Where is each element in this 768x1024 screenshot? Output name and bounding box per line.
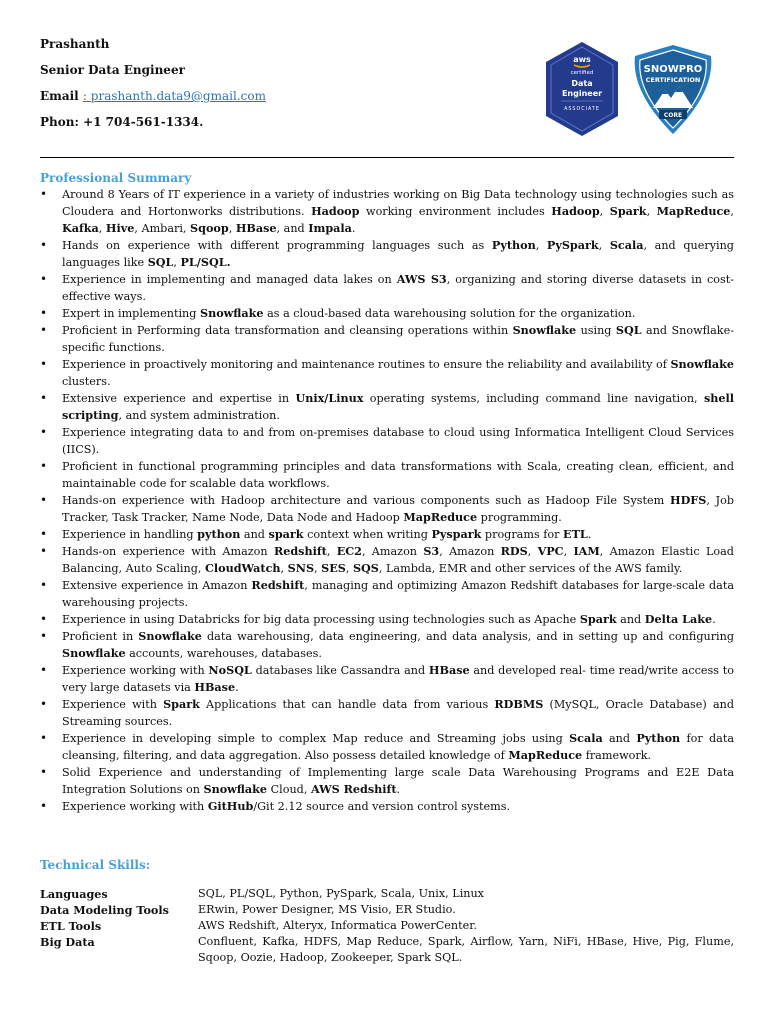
bullet-keyword: SNS xyxy=(287,561,315,575)
bullet-keyword: Snowflake xyxy=(203,782,268,796)
email-label: Email xyxy=(40,89,83,103)
bullet-text: , Amazon xyxy=(361,545,424,558)
bullet-text: . xyxy=(396,783,401,796)
bullet-keyword: PL/SQL. xyxy=(180,255,231,269)
bullet-keyword: Python xyxy=(636,731,681,745)
bullet-keyword: Hive xyxy=(105,221,135,235)
bullet-text: databases like Cassandra and xyxy=(251,664,429,677)
summary-bullet xyxy=(40,543,734,577)
certification-badges xyxy=(543,40,723,140)
bullet-keyword: spark xyxy=(268,527,304,541)
bullet-text: Experience in developing simple to complex Map reduce and Streaming jobs using xyxy=(62,732,570,745)
bullet-text: , xyxy=(326,545,337,558)
bullet-text: . xyxy=(712,613,716,626)
bullet-text: and xyxy=(240,528,269,541)
bullet-text: data warehousing, data engineering, and data analysis, and in setting up and configuring xyxy=(201,630,734,643)
bullet-keyword: HBase xyxy=(235,221,277,235)
aws-logo-text: aws xyxy=(573,55,591,64)
bullet-text: working environment includes xyxy=(359,205,552,218)
summary-bullet xyxy=(40,271,734,305)
summary-bullet xyxy=(40,696,734,730)
bullet-text: . xyxy=(235,681,239,694)
bullet-keyword: Unix/Linux xyxy=(295,391,364,405)
bullet-text: Cloud, xyxy=(267,783,311,796)
bullet-text: Hands on experience with different programming languages such as xyxy=(62,239,492,252)
skill-category: Data Modeling Tools xyxy=(40,903,169,917)
bullet-text: . xyxy=(587,528,592,541)
skill-category: ETL Tools xyxy=(40,919,102,933)
bullet-keyword: MapReduce xyxy=(508,748,583,762)
bullet-text: Hands-on experience with Hadoop architecture and various components such as Hadoop File System xyxy=(62,494,671,507)
bullet-text: , xyxy=(563,545,574,558)
bullet-keyword: HBase xyxy=(194,680,236,694)
bullet-text: , xyxy=(345,562,353,575)
summary-bullet xyxy=(40,322,734,356)
bullet-text: Experience working with xyxy=(62,664,209,677)
summary-bullet xyxy=(40,611,734,628)
job-title: Senior Data Engineer xyxy=(40,63,185,77)
bullet-text: , organizing and storing diverse datasets in cost-effective ways. xyxy=(62,273,735,303)
bullet-keyword: Kafka xyxy=(62,221,99,235)
summary-bullet xyxy=(40,390,734,424)
bullet-keyword: SQS xyxy=(352,561,379,575)
bullet-text: clusters. xyxy=(62,375,111,388)
aws-certified-text: certified xyxy=(570,70,594,76)
skill-values: ERwin, Power Designer, MS Visio, ER Studio. xyxy=(198,903,456,916)
resume-header xyxy=(40,36,540,140)
bullet-keyword: Sqoop xyxy=(190,221,229,235)
bullet-text: , Job Tracker, Task Tracker, Name Node, Data Node and Hadoop xyxy=(62,494,735,524)
bullet-keyword: CloudWatch xyxy=(204,561,281,575)
bullet-keyword: Spark xyxy=(609,204,647,218)
bullet-text: Around 8 Years of IT experience in a variety of industries working on Big Data technology using technologies such as Cloudera and Hortonworks distributions. xyxy=(62,188,734,218)
summary-bullet xyxy=(40,186,734,237)
bullet-keyword: SQL xyxy=(615,323,642,337)
skill-category: Languages xyxy=(40,887,108,901)
bullet-text: (MySQL, Oracle Database) and Streaming sources. xyxy=(62,698,734,728)
bullet-keyword: Spark xyxy=(579,612,617,626)
header-divider xyxy=(40,157,734,158)
bullet-keyword: python xyxy=(197,527,241,541)
bullet-text: , xyxy=(98,222,106,235)
bullet-keyword: HDFS xyxy=(670,493,707,507)
bullet-keyword: PySpark xyxy=(546,238,599,252)
bullet-text: and xyxy=(602,732,637,745)
bullet-keyword: Delta Lake xyxy=(644,612,713,626)
bullet-text: context when writing xyxy=(303,528,432,541)
skill-category: Big Data xyxy=(40,935,95,949)
phone-line: Phon: +1 704-561-1334. xyxy=(40,115,204,129)
bullet-keyword: EC2 xyxy=(336,544,362,558)
bullet-text: Experience with xyxy=(62,698,164,711)
bullet-text: Proficient in xyxy=(62,630,139,643)
summary-bullet xyxy=(40,662,734,696)
bullet-keyword: MapReduce xyxy=(403,510,478,524)
bullet-keyword: Snowflake xyxy=(138,629,202,643)
bullet-keyword: AWS S3 xyxy=(396,272,447,286)
bullet-keyword: VPC xyxy=(537,544,564,558)
snowpro-certification-text: CERTIFICATION xyxy=(645,76,701,84)
skill-values: Confluent, Kafka, HDFS, Map Reduce, Spark, Airflow, Yarn, NiFi, HBase, Hive, Pig, Flume, Sqoop, Oozie, Hadoop, Zookeeper, Spark SQL. xyxy=(198,935,734,964)
technical-skills-table xyxy=(40,886,734,966)
summary-bullet xyxy=(40,798,734,815)
bullet-text: . xyxy=(351,222,356,235)
summary-bullet xyxy=(40,764,734,798)
bullet-text: , Amazon xyxy=(439,545,501,558)
bullet-keyword: Impala xyxy=(308,221,352,235)
bullet-text: , Ambari, xyxy=(134,222,191,235)
bullet-text: Experience in using Databricks for big data processing using technologies such as Apache xyxy=(62,613,580,626)
aws-data-text: Data xyxy=(571,79,593,88)
bullet-text: , xyxy=(173,256,181,269)
bullet-text: Experience working with xyxy=(62,800,208,813)
bullet-text: , and system administration. xyxy=(118,409,280,422)
skill-row xyxy=(40,934,734,966)
email-link[interactable]: : prashanth.data9@gmail.com xyxy=(82,89,266,103)
bullet-keyword: Hadoop xyxy=(311,204,360,218)
bullet-text: Experience in proactively monitoring and maintenance routines to ensure the reliability and availability of xyxy=(62,358,671,371)
bullet-keyword: Scala xyxy=(609,238,644,252)
bullet-text: Extensive experience in Amazon xyxy=(62,579,252,592)
summary-bullet xyxy=(40,458,734,492)
skill-values: AWS Redshift, Alteryx, Informatica PowerCenter. xyxy=(198,919,477,932)
snowpro-title-text: SNOWPRO xyxy=(643,64,703,75)
bullet-text: , xyxy=(527,545,538,558)
bullet-keyword: RDBMS xyxy=(494,697,544,711)
bullet-keyword: shell scripting xyxy=(62,391,734,422)
snowpro-core-text: CORE xyxy=(663,112,683,119)
bullet-keyword: Snowflake xyxy=(512,323,577,337)
email-line xyxy=(40,88,540,104)
bullet-text: Expert in implementing xyxy=(62,307,200,320)
bullet-keyword: ETL xyxy=(563,527,588,541)
bullet-text: , xyxy=(314,562,322,575)
skill-row xyxy=(40,886,734,902)
summary-bullet xyxy=(40,356,734,390)
summary-bullet xyxy=(40,628,734,662)
bullet-text: operating systems, including command line navigation, xyxy=(363,392,704,405)
bullet-text: and xyxy=(616,613,645,626)
bullet-text: accounts, warehouses, databases. xyxy=(125,647,322,660)
bullet-text: Extensive experience and expertise in xyxy=(62,392,296,405)
bullet-text: , xyxy=(646,205,657,218)
bullet-keyword: Pyspark xyxy=(431,527,482,541)
bullet-text: using xyxy=(576,324,616,337)
bullet-keyword: MapReduce xyxy=(656,204,731,218)
bullet-text: , and xyxy=(276,222,309,235)
bullet-keyword: Snowflake xyxy=(62,646,126,660)
bullet-keyword: RDS xyxy=(500,544,528,558)
bullet-text: and developed real- time read/write access to very large datasets via xyxy=(62,664,734,694)
bullet-keyword: Snowflake xyxy=(199,306,264,320)
bullet-text: Proficient in Performing data transformation and cleansing operations within xyxy=(62,324,513,337)
bullet-text: , xyxy=(598,239,610,252)
candidate-name: Prashanth xyxy=(40,37,110,51)
bullet-text: , Amazon Elastic Load Balancing, Auto Scaling, xyxy=(62,545,734,575)
summary-bullet xyxy=(40,424,734,458)
bullet-text: Hands-on experience with Amazon xyxy=(62,545,274,558)
aws-associate-text: ASSOCIATE xyxy=(564,107,600,112)
professional-summary-list xyxy=(40,186,734,815)
bullet-keyword: SES xyxy=(321,561,346,575)
summary-bullet xyxy=(40,577,734,611)
bullet-text: /Git 2.12 source and version control systems. xyxy=(253,800,511,813)
bullet-text: Experience integrating data to and from on-premises database to cloud using Informatica Intelligent Cloud Services (IICS). xyxy=(62,426,734,456)
summary-bullet xyxy=(40,237,734,271)
summary-bullet xyxy=(40,730,734,764)
bullet-text: for data cleansing, filtering, and data aggregation. Also possess detailed knowledge of xyxy=(62,732,734,762)
bullet-keyword: S3 xyxy=(423,544,440,558)
bullet-text: programming. xyxy=(477,511,562,524)
skill-values: SQL, PL/SQL, Python, PySpark, Scala, Unix, Linux xyxy=(198,887,484,900)
bullet-text: , xyxy=(228,222,236,235)
bullet-text: Applications that can handle data from various xyxy=(199,698,495,711)
bullet-keyword: Python xyxy=(491,238,536,252)
bullet-keyword: IAM xyxy=(573,544,600,558)
technical-skills-heading: Technical Skills: xyxy=(40,858,151,872)
bullet-keyword: AWS Redshift xyxy=(310,782,397,796)
aws-certified-badge xyxy=(543,40,621,138)
bullet-text: Experience in handling xyxy=(62,528,198,541)
bullet-keyword: Hadoop xyxy=(551,204,600,218)
bullet-text: , xyxy=(599,205,610,218)
bullet-text: framework. xyxy=(582,749,652,762)
bullet-text: Solid Experience and understanding of Implementing large scale Data Warehousing Programs and E2E Data Integration Solutions on xyxy=(62,766,734,796)
bullet-keyword: Redshift xyxy=(273,544,327,558)
bullet-text: , Lambda, EMR and other services of the AWS family. xyxy=(378,562,683,575)
bullet-text: , xyxy=(535,239,547,252)
bullet-text: , xyxy=(730,205,734,218)
bullet-text: programs for xyxy=(481,528,564,541)
snowpro-certification-badge xyxy=(623,42,723,138)
bullet-keyword: SQL xyxy=(147,255,174,269)
bullet-keyword: Snowflake xyxy=(670,357,734,371)
professional-summary-heading: Professional Summary xyxy=(40,171,192,185)
summary-bullet xyxy=(40,492,734,526)
bullet-keyword: Scala xyxy=(569,731,603,745)
bullet-text: , xyxy=(280,562,288,575)
summary-bullet xyxy=(40,305,734,322)
skill-row xyxy=(40,902,734,918)
bullet-text: , and querying languages like xyxy=(62,239,734,269)
bullet-keyword: HBase xyxy=(428,663,470,677)
skill-row xyxy=(40,918,734,934)
bullet-text: Proficient in functional programming principles and data transformations with Scala, creating clean, efficient, and maintainable code for scalable data workflows. xyxy=(62,460,734,490)
bullet-text: , managing and optimizing Amazon Redshift databases for large-scale data warehousing projects. xyxy=(62,579,734,609)
bullet-keyword: GitHub xyxy=(207,799,254,813)
bullet-text: Experience in implementing and managed data lakes on xyxy=(62,273,397,286)
bullet-keyword: Redshift xyxy=(251,578,305,592)
bullet-text: and Snowflake-specific functions. xyxy=(62,324,734,354)
aws-engineer-text: Engineer xyxy=(561,89,603,98)
bullet-keyword: Spark xyxy=(163,697,200,711)
bullet-text: as a cloud-based data warehousing solution for the organization. xyxy=(263,307,636,320)
bullet-keyword: NoSQL xyxy=(208,663,252,677)
summary-bullet xyxy=(40,526,734,543)
